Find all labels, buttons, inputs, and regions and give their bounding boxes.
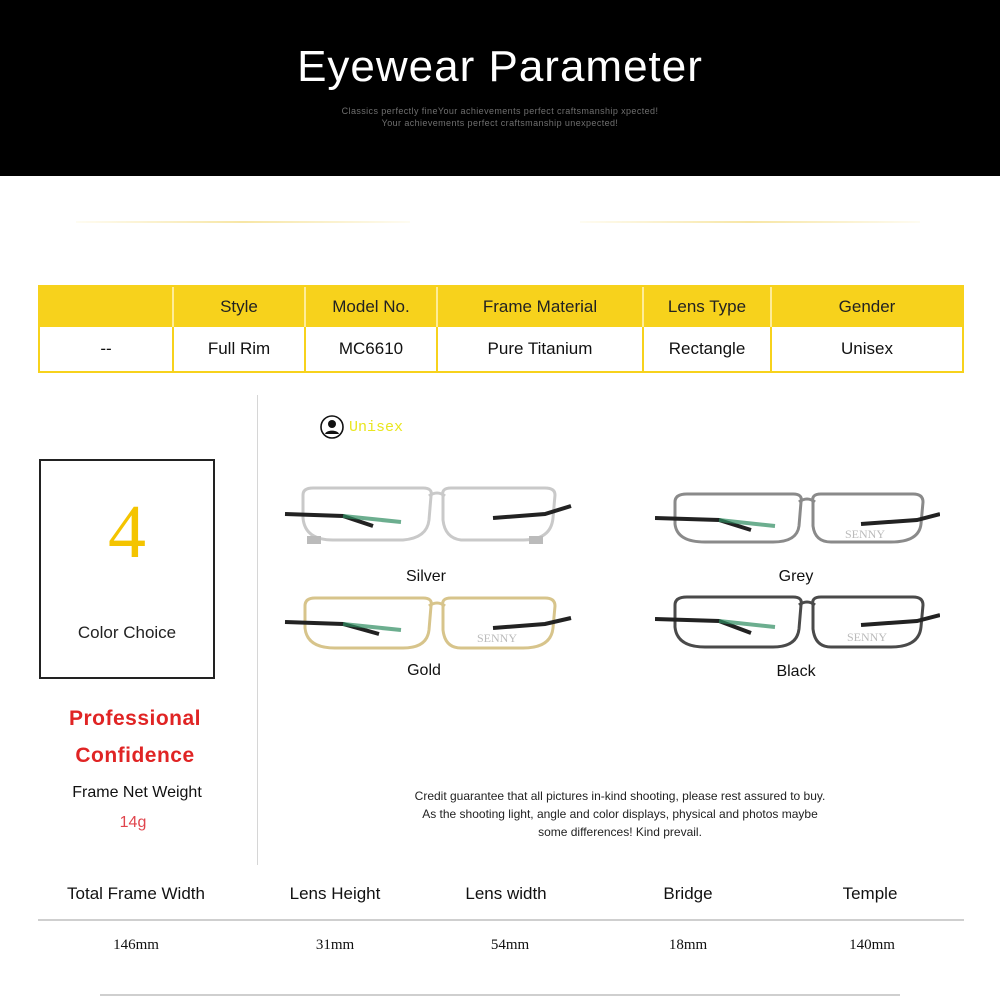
- svg-text:SENNY: SENNY: [477, 631, 518, 645]
- spec-table-row: [40, 327, 962, 371]
- page-title: Eyewear Parameter: [297, 42, 703, 91]
- table-divider: [172, 287, 174, 327]
- decorative-divider-left: [76, 221, 410, 223]
- dimension-value-lens-width: 54mm: [490, 937, 530, 953]
- spec-table-header: [40, 287, 962, 327]
- dimension-divider: [38, 919, 964, 921]
- gender-tag-label: Unisex: [349, 418, 404, 436]
- table-divider: [642, 287, 644, 327]
- weight-label: Frame Net Weight: [72, 784, 202, 801]
- spec-header-lens-type: Lens Type: [667, 297, 747, 316]
- table-divider: [770, 287, 772, 327]
- dimension-header-lens-width: Lens width: [465, 884, 547, 903]
- spec-header-style: Style: [220, 297, 258, 316]
- promo-line-2: Confidence: [75, 744, 195, 767]
- color-count: 4: [108, 490, 146, 574]
- color-choice-box: [39, 459, 215, 679]
- glasses-silver-image: [283, 470, 573, 560]
- bottom-divider: [100, 994, 900, 996]
- header-banner: [0, 0, 1000, 176]
- glasses-gold-image: [283, 588, 573, 668]
- credit-notice-line: Credit guarantee that all pictures in-kind shooting, please rest assured to buy.: [414, 789, 826, 803]
- weight-value: 14g: [119, 814, 147, 831]
- credit-notice-line: some differences! Kind prevail.: [538, 825, 702, 839]
- section-divider: [257, 395, 258, 865]
- spec-value-lens-type: Rectangle: [668, 339, 746, 358]
- gender-tag: [320, 415, 403, 439]
- dimension-value-lens-height: 31mm: [315, 937, 355, 953]
- header-subtitle-2: Your achievements perfect craftsmanship unexpected!: [381, 118, 619, 128]
- dimension-header-bridge: Bridge: [663, 884, 713, 903]
- spec-header-model: Model No.: [332, 297, 410, 316]
- table-divider: [642, 327, 644, 371]
- table-divider: [172, 327, 174, 371]
- dimension-value-frame-width: 146mm: [113, 937, 159, 953]
- spec-value-model: MC6610: [338, 339, 404, 358]
- person-icon: [320, 415, 344, 439]
- spec-header-material: Frame Material: [482, 297, 598, 316]
- spec-value-empty: --: [100, 339, 112, 358]
- table-divider: [304, 327, 306, 371]
- dimension-header-frame-width: Total Frame Width: [67, 884, 205, 903]
- color-label-grey: Grey: [778, 568, 814, 585]
- dimension-header-temple: Temple: [842, 884, 898, 903]
- dimension-value-bridge: 18mm: [668, 937, 708, 953]
- decorative-divider-right: [580, 221, 920, 223]
- spec-table: [38, 285, 964, 373]
- table-divider: [436, 327, 438, 371]
- spec-header-empty: [40, 287, 172, 327]
- dimension-header-lens-height: Lens Height: [289, 884, 381, 903]
- table-divider: [436, 287, 438, 327]
- color-label-silver: Silver: [405, 568, 446, 585]
- color-label-gold: Gold: [407, 662, 441, 679]
- spec-value-material: Pure Titanium: [487, 339, 593, 358]
- spec-value-gender: Unisex: [841, 339, 893, 358]
- spec-header-gender: Gender: [838, 297, 896, 316]
- credit-notice-line: As the shooting light, angle and color displays, physical and photos maybe: [422, 807, 818, 821]
- svg-text:SENNY: SENNY: [847, 630, 888, 644]
- dimension-value-temple: 140mm: [849, 937, 895, 953]
- glasses-black-image: [655, 585, 940, 665]
- glasses-grey-image: [655, 480, 940, 562]
- spec-value-style: Full Rim: [207, 339, 271, 358]
- svg-text:SENNY: SENNY: [845, 527, 886, 541]
- header-subtitle: Classics perfectly fineYour achievements perfect craftsmanship xpected!: [341, 106, 659, 116]
- table-divider: [304, 287, 306, 327]
- promo-line-1: Professional: [68, 707, 202, 730]
- table-divider: [770, 327, 772, 371]
- color-choice-label: Color Choice: [77, 623, 177, 642]
- color-label-black: Black: [776, 663, 816, 680]
